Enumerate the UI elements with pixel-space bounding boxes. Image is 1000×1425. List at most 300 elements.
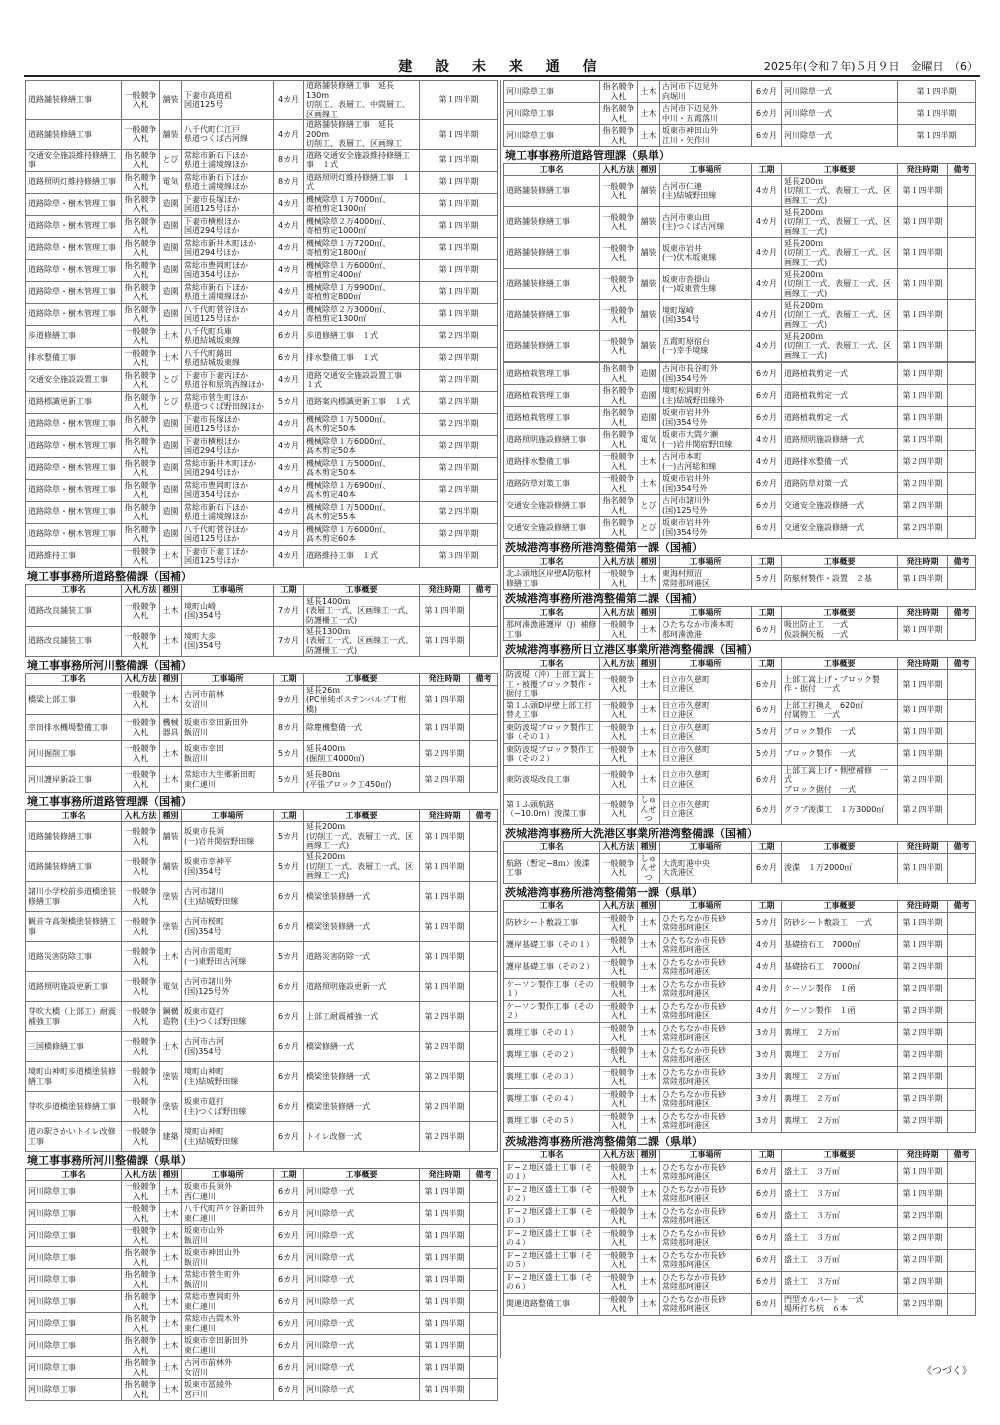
table-cell: 指名競争入札	[122, 1247, 160, 1269]
table-cell	[948, 300, 976, 331]
table-cell: 6カ月	[752, 1249, 782, 1271]
table-cell: 3カ月	[752, 1044, 782, 1066]
table-cell: 6カ月	[752, 495, 782, 517]
table-cell: 河川除草一式	[304, 1357, 420, 1379]
table-cell	[470, 1225, 498, 1247]
table-row	[26, 545, 498, 567]
table-cell: 4カ月	[274, 281, 304, 303]
bid-table	[503, 1149, 976, 1316]
table-cell: ひたちなか市長砂 常陸那珂港区	[660, 1271, 752, 1293]
table-cell: 交通安全施設修繕工事	[504, 517, 600, 539]
table-cell: 4カ月	[274, 435, 304, 457]
table-cell: 延長80ｍ (平張ブロック工450㎡)	[304, 767, 420, 793]
table-cell: 一般競争入札	[600, 1293, 638, 1315]
table-cell: 東海村照沼 常陸那珂港区	[660, 568, 752, 590]
table-cell: 塗装	[160, 882, 182, 912]
table-row	[26, 171, 498, 193]
table-cell: 第１四半期	[420, 1269, 470, 1291]
table-cell	[470, 626, 498, 656]
table-cell: 下妻市高道祖 国道125号	[182, 81, 274, 120]
table-cell: 裏埋工 ２万㎥	[782, 1110, 898, 1132]
column-header: 工期	[752, 1149, 782, 1161]
table-row	[26, 715, 498, 741]
table-cell	[948, 331, 976, 362]
table-cell: 航路（暫定−8ｍ）浚渫工事	[504, 853, 600, 883]
table-row	[26, 1269, 498, 1291]
column-header: 工事概要	[782, 900, 898, 912]
table-cell: 裏埋工事（その２）	[504, 1044, 600, 1066]
table-cell: 常総市菅生町ほか 県道つくば野田線ほか	[182, 391, 274, 413]
table-cell: 6カ月	[752, 1293, 782, 1315]
table-cell: 下妻市横根ほか 国道294号ほか	[182, 215, 274, 237]
table-cell: 第１四半期	[420, 1379, 470, 1401]
table-cell: 一般競争入札	[600, 1271, 638, 1293]
table-cell: 第１四半期	[420, 1203, 470, 1225]
table-cell: 道路植栽剪定一式	[782, 363, 898, 385]
table-cell: 交通安全施設修繕一式	[782, 517, 898, 539]
table-cell	[948, 795, 976, 825]
bid-table	[503, 900, 976, 1133]
table-cell: 一般競争入札	[122, 852, 160, 882]
table-header-row	[504, 841, 976, 853]
table-cell: 一般競争入札	[600, 1022, 638, 1044]
table-cell: 道路改良舗装工事	[26, 626, 122, 656]
table-cell: 八千代町兵庫 県道結城坂東線	[182, 325, 274, 347]
table-cell: ひたちなか市長砂 常陸那珂港区	[660, 1205, 752, 1227]
table-cell: 第１四半期	[420, 822, 470, 852]
table-cell: 坂東市岩井外 (国)354号外	[660, 407, 752, 429]
table-row	[26, 325, 498, 347]
table-cell: 造園	[160, 281, 182, 303]
table-cell: 舗装	[160, 822, 182, 852]
table-cell: 道路舗装修繕工事	[504, 269, 600, 300]
table-cell: 一般競争入札	[122, 596, 160, 626]
table-cell	[470, 942, 498, 972]
table-cell	[948, 1110, 976, 1132]
column-header: 工期	[752, 164, 782, 176]
table-cell: 第２四半期	[898, 1066, 948, 1088]
table-cell: 第２四半期	[420, 413, 498, 435]
column-header: 工事概要	[782, 556, 898, 568]
table-cell: 河川除草工事	[26, 1269, 122, 1291]
table-row	[504, 1110, 976, 1132]
table-cell: 6カ月	[752, 1271, 782, 1293]
table-cell: 第１四半期	[898, 125, 976, 147]
table-cell: 指名競争入札	[122, 193, 160, 215]
table-cell: 指名競争入札	[600, 429, 638, 451]
table-cell: 道路除草・樹木管理工事	[26, 259, 122, 281]
table-cell	[470, 1203, 498, 1225]
table-cell: ひたちなか市長砂 常陸那珂港区	[660, 1227, 752, 1249]
table-cell	[948, 1088, 976, 1110]
table-header-row	[504, 900, 976, 912]
table-cell: 6カ月	[274, 325, 304, 347]
column-header: 備考	[470, 584, 498, 596]
table-cell: 道路植栽管理工事	[504, 385, 600, 407]
table-cell: 道路災害防除一式	[304, 942, 420, 972]
table-cell: 3カ月	[752, 1066, 782, 1088]
table-cell: 裏埋工事（その４）	[504, 1088, 600, 1110]
table-cell: 古河市諸川 (主)結城野田線	[182, 882, 274, 912]
table-row	[504, 1293, 976, 1315]
table-cell: 一般競争入札	[600, 300, 638, 331]
table-cell: 5カ月	[752, 568, 782, 590]
table-header-row	[26, 810, 498, 822]
table-cell: 第１四半期	[420, 1357, 470, 1379]
table-cell: 護岸基礎工事（その２）	[504, 956, 600, 978]
table-header-row	[504, 607, 976, 619]
table-cell: 吸出防止工 一式 仮設鋼矢板 一式	[782, 619, 898, 641]
table-cell: 一般競争入札	[122, 626, 160, 656]
table-cell: 一般競争入札	[600, 1183, 638, 1205]
table-cell: 道の駅さかいトイレ改修工事	[26, 1122, 122, 1152]
table-cell: 第２四半期	[898, 795, 948, 825]
table-cell: 指名競争入札	[122, 369, 160, 391]
table-cell: 門型カルバート 一式 場所打ち杭 ６本	[782, 1293, 898, 1315]
table-cell: 一般競争入札	[122, 1002, 160, 1032]
table-cell: 造園	[160, 501, 182, 523]
table-row	[26, 523, 498, 545]
table-row	[504, 269, 976, 300]
table-cell: 道路防草対策工事	[504, 473, 600, 495]
table-cell: 常総市豊岡町ほか 国道354号ほか	[182, 259, 274, 281]
table-cell: 境町山神町歩道橋塗装修繕工事	[26, 1062, 122, 1092]
table-cell: ひたちなか市長砂 常陸那珂港区	[660, 1044, 752, 1066]
column-header: 工事概要	[782, 658, 898, 670]
table-header-row	[504, 164, 976, 176]
table-cell	[470, 1062, 498, 1092]
table-row	[504, 1161, 976, 1183]
table-cell	[470, 1269, 498, 1291]
table-cell: 第２四半期	[420, 391, 498, 413]
table-row	[26, 685, 498, 715]
column-header: 工期	[752, 841, 782, 853]
table-cell: ひたちなか市長砂 常陸那珂港区	[660, 1022, 752, 1044]
table-cell: 東防波堤ブロック製作工事（その１）	[504, 721, 600, 743]
table-cell: 土木	[160, 1181, 182, 1203]
table-cell: Ｆ−２地区盛土工事（その２）	[504, 1183, 600, 1205]
table-cell: 防砂シート敷設工事	[504, 912, 600, 934]
column-header: 入札方法	[122, 810, 160, 822]
table-cell: 境町山神町 (主)結城野田線	[182, 1062, 274, 1092]
table-cell: 電気	[160, 171, 182, 193]
table-cell	[470, 1032, 498, 1062]
table-row	[504, 1066, 976, 1088]
table-cell: 第１四半期	[420, 259, 498, 281]
table-cell: 土木	[638, 670, 660, 700]
column-header: 入札方法	[122, 673, 160, 685]
table-cell: 河川除草工事	[504, 103, 600, 125]
column-header: 入札方法	[600, 607, 638, 619]
table-cell: 八千代町菅谷ほか 国道125号ほか	[182, 303, 274, 325]
column-header: 備考	[948, 900, 976, 912]
table-cell: 交通安全施設修繕一式	[782, 495, 898, 517]
table-row	[504, 331, 976, 362]
table-cell: 防波堤（沖）上部工嵩上工・被覆ブロック製作・据付工事	[504, 670, 600, 700]
table-cell: 一般競争入札	[122, 120, 160, 150]
table-cell: 道路除草・樹木管理工事	[26, 479, 122, 501]
table-cell: 観音寺高架橋塗装修繕工事	[26, 912, 122, 942]
table-cell: 4カ月	[274, 120, 304, 150]
table-cell: 坂東市山外 飯沼川	[182, 1225, 274, 1247]
table-cell: 一般競争入札	[600, 853, 638, 883]
table-row	[504, 1044, 976, 1066]
table-cell: 道路除草・樹木管理工事	[26, 215, 122, 237]
table-row	[26, 1247, 498, 1269]
table-cell: 坂東市冨綾外 宮戸川	[182, 1379, 274, 1401]
table-cell: 第１四半期	[898, 176, 948, 207]
column-header: 種別	[638, 658, 660, 670]
table-cell: 第１四半期	[420, 171, 498, 193]
table-cell: 道路植栽管理工事	[504, 407, 600, 429]
table-cell: 8カ月	[274, 149, 304, 171]
table-cell: 5カ月	[274, 822, 304, 852]
table-cell: 第１ふ頭航路（−10.0m）浚渫工事	[504, 795, 600, 825]
table-cell	[470, 1247, 498, 1269]
table-cell: 道路照明施設修繕一式	[782, 429, 898, 451]
table-cell: 延長200ｍ (切削工一式、表層工一式、区画線工一式)	[782, 238, 898, 269]
column-header: 工事名	[504, 900, 600, 912]
column-header: 入札方法	[122, 1169, 160, 1181]
table-cell: 一般競争入札	[600, 1066, 638, 1088]
column-header: 工事概要	[304, 810, 420, 822]
table-cell: 4カ月	[274, 303, 304, 325]
column-header: 工事場所	[660, 900, 752, 912]
table-cell: 河川除草一式	[304, 1335, 420, 1357]
table-cell: 第２四半期	[420, 501, 498, 523]
table-cell: 造園	[160, 523, 182, 545]
table-cell: 4カ月	[752, 207, 782, 238]
table-cell: 境町松岡町外 (主)結城野田線外	[660, 385, 752, 407]
page-header	[24, 54, 980, 76]
bid-table	[25, 584, 498, 657]
table-cell: 第１四半期	[420, 1335, 470, 1357]
table-cell: 6カ月	[752, 473, 782, 495]
table-row	[26, 972, 498, 1002]
table-cell: 舗装	[638, 176, 660, 207]
table-cell: 河川除草工事	[26, 1225, 122, 1247]
table-cell: 一般競争入札	[600, 978, 638, 1000]
table-cell: 指名競争入札	[122, 1357, 160, 1379]
table-cell: 常総市新井木町ほか 国道294号ほか	[182, 237, 274, 259]
table-cell: 諸川小学校前歩道橋塗装修繕工事	[26, 882, 122, 912]
table-cell: 河川除草工事	[26, 1313, 122, 1335]
table-cell: 河川護岸新設工事	[26, 767, 122, 793]
table-cell: 4カ月	[274, 457, 304, 479]
table-cell: 造園	[160, 303, 182, 325]
table-cell	[470, 1379, 498, 1401]
table-cell: 第２四半期	[420, 347, 498, 369]
table-row	[26, 259, 498, 281]
table-cell: ひたちなか市長砂 常陸那珂港区	[660, 1066, 752, 1088]
section-title: 茨城港湾事務所大洗港区事業所港湾整備課（国補）	[505, 826, 758, 840]
table-cell: 道路舗装修繕工事 延長200m 切削工、表層工、区画線工	[304, 120, 420, 150]
table-cell: 6カ月	[752, 385, 782, 407]
table-cell: 4カ月	[752, 429, 782, 451]
table-cell: 5カ月	[274, 391, 304, 413]
column-header: 工事名	[26, 584, 122, 596]
table-cell: 舗装	[160, 81, 182, 120]
table-cell: 造園	[638, 363, 660, 385]
table-header-row	[26, 1169, 498, 1181]
table-cell: 6カ月	[752, 853, 782, 883]
table-cell: 第２四半期	[420, 1092, 470, 1122]
table-cell: 日立市久慈町 日立港区	[660, 743, 752, 765]
table-cell: 一般競争入札	[600, 765, 638, 795]
table-cell: 日立市久慈町 日立港区	[660, 670, 752, 700]
table-header-row	[26, 584, 498, 596]
table-cell: 6カ月	[752, 81, 782, 103]
table-cell: 一般競争入札	[122, 972, 160, 1002]
table-cell: 道路除草・樹木管理工事	[26, 523, 122, 545]
table-cell: 電気	[638, 429, 660, 451]
table-cell: 6カ月	[752, 670, 782, 700]
table-row	[504, 934, 976, 956]
table-cell: 坂東市幸田新田外 東仁連川	[182, 1335, 274, 1357]
table-cell: 日立市久慈町 日立港区	[660, 795, 752, 825]
table-cell: 第１四半期	[898, 1161, 948, 1183]
table-cell: 第２四半期	[420, 1062, 470, 1092]
table-cell: 造園	[160, 413, 182, 435]
table-row	[26, 741, 498, 767]
table-cell: 指名競争入札	[122, 1291, 160, 1313]
table-cell: 4カ月	[274, 369, 304, 391]
table-cell: 第１四半期	[420, 303, 498, 325]
table-cell	[470, 1313, 498, 1335]
table-cell: 3カ月	[752, 1088, 782, 1110]
table-cell: ブロック製作 一式	[782, 743, 898, 765]
table-cell: 河川除草一式	[782, 103, 898, 125]
table-row	[26, 215, 498, 237]
table-cell: 裏埋工 ２万㎥	[782, 1088, 898, 1110]
table-cell: 裏埋工事（その１）	[504, 1022, 600, 1044]
table-cell: 6カ月	[274, 1379, 304, 1401]
table-cell: 河川除草工事	[504, 81, 600, 103]
table-cell: 土木	[160, 685, 182, 715]
table-cell	[948, 407, 976, 429]
table-cell: 土木	[638, 934, 660, 956]
table-cell: 八千代町菅谷ほか 国道125号ほか	[182, 523, 274, 545]
table-cell: 那珂湊漁港護岸（J）補修工事	[504, 619, 600, 641]
bid-table	[503, 80, 976, 147]
table-cell: 古河市東山田 (主)つくば古河線	[660, 207, 752, 238]
table-cell: 指名競争入札	[600, 385, 638, 407]
table-cell: 指名競争入札	[122, 501, 160, 523]
table-cell: 指名競争入札	[122, 457, 160, 479]
table-cell: 4カ月	[752, 176, 782, 207]
table-cell: 第２四半期	[420, 1002, 470, 1032]
table-cell: 土木	[160, 767, 182, 793]
table-cell: 河川除草一式	[304, 1291, 420, 1313]
table-cell: 日立市久慈町 日立港区	[660, 721, 752, 743]
table-cell: 6カ月	[752, 765, 782, 795]
table-cell: 7カ月	[274, 626, 304, 656]
table-row	[26, 120, 498, 150]
column-header: 工事名	[26, 810, 122, 822]
bid-table	[25, 673, 498, 794]
table-cell: 一般競争入札	[600, 451, 638, 473]
table-row	[26, 1122, 498, 1152]
column-header: 入札方法	[122, 584, 160, 596]
table-cell: 土木	[638, 1066, 660, 1088]
table-cell: 指名競争入札	[122, 259, 160, 281]
table-row	[504, 1205, 976, 1227]
bid-table	[503, 555, 976, 590]
table-cell	[470, 741, 498, 767]
table-cell: 4カ月	[274, 193, 304, 215]
table-cell: 第１四半期	[898, 103, 976, 125]
table-cell: 裏埋工事（その５）	[504, 1110, 600, 1132]
table-cell: 基礎捨石工 7000㎥	[782, 956, 898, 978]
table-cell: とび	[160, 369, 182, 391]
table-cell	[948, 1227, 976, 1249]
table-row	[504, 1271, 976, 1293]
column-header: 工事概要	[782, 607, 898, 619]
table-cell: 一般競争入札	[600, 1044, 638, 1066]
table-cell: 4カ月	[752, 978, 782, 1000]
column-header: 種別	[160, 1169, 182, 1181]
table-row	[26, 1092, 498, 1122]
table-cell: 第１四半期	[420, 942, 470, 972]
table-cell: 第２四半期	[898, 1044, 948, 1066]
table-row	[26, 149, 498, 171]
table-cell: 道路舗装修繕工事	[504, 176, 600, 207]
table-cell: ケーソン製作 １函	[782, 978, 898, 1000]
table-cell: 土木	[160, 626, 182, 656]
column-header: 工事概要	[304, 584, 420, 596]
table-cell: 第１四半期	[898, 300, 948, 331]
table-cell: 4カ月	[752, 451, 782, 473]
table-row	[504, 912, 976, 934]
table-cell: 6カ月	[752, 407, 782, 429]
table-row	[26, 1357, 498, 1379]
table-cell: 6カ月	[274, 1357, 304, 1379]
table-cell: 造園	[160, 237, 182, 259]
table-cell: 一般競争入札	[600, 207, 638, 238]
table-cell: 造園	[160, 215, 182, 237]
table-cell: 河川掘削工事	[26, 741, 122, 767]
column-header: 工事概要	[782, 164, 898, 176]
table-row	[504, 385, 976, 407]
table-cell: 第２四半期	[420, 523, 498, 545]
table-cell: 芽吹大橋（上部工）耐震補強工事	[26, 1002, 122, 1032]
table-cell: 護岸基礎工事（その１）	[504, 934, 600, 956]
table-cell: 盛土工 ３万㎥	[782, 1205, 898, 1227]
table-cell: 橋梁塗装修繕一式	[304, 912, 420, 942]
table-cell: 河川除草一式	[782, 81, 898, 103]
table-cell: 造園	[160, 435, 182, 457]
section-title: 茨城港湾事務所港湾整備第一課（国補）	[505, 541, 703, 554]
table-cell: 第１四半期	[898, 1183, 948, 1205]
table-cell: 第２四半期	[898, 1227, 948, 1249]
table-cell: ひたちなか市長砂 常陸那珂港区	[660, 978, 752, 1000]
column-header: 入札方法	[600, 658, 638, 670]
table-cell: 6カ月	[752, 1205, 782, 1227]
table-cell: 土木	[160, 1335, 182, 1357]
table-cell: 古河市下辺見外 中川・五霞落川	[660, 103, 752, 125]
table-cell: 第１ふ頭D岸壁上部工打替え工事	[504, 699, 600, 721]
table-cell	[470, 685, 498, 715]
table-row	[504, 765, 976, 795]
table-cell: 北ふ頭地区岸壁A防舷材修繕工事	[504, 568, 600, 590]
section-title: 境工事事務所道路整備課（国補）	[27, 569, 192, 583]
table-cell: 第１四半期	[420, 281, 498, 303]
bid-table	[503, 841, 976, 884]
table-cell: 一般競争入札	[600, 1110, 638, 1132]
table-row	[504, 1022, 976, 1044]
table-cell: 4カ月	[274, 237, 304, 259]
table-cell: 道路改良舗装工事	[26, 596, 122, 626]
